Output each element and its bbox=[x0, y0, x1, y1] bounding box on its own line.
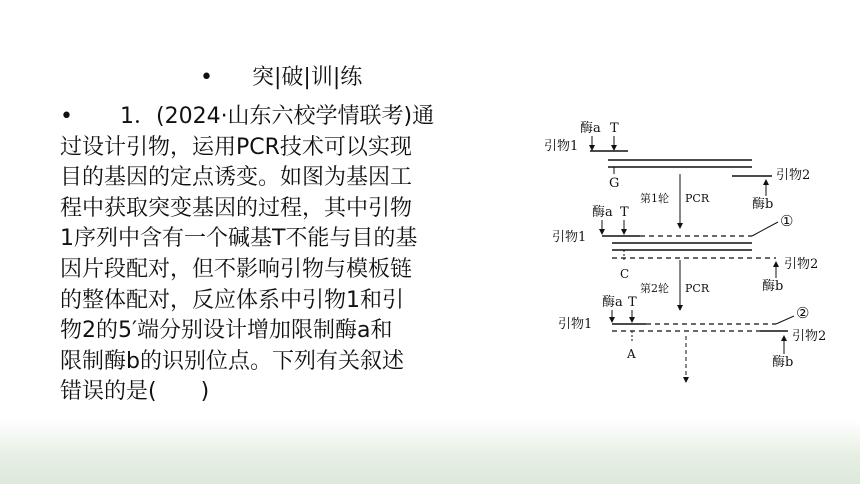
question-line-7: 物2的5′端分别设计增加限制酶a和 bbox=[60, 318, 393, 344]
primer1-label-1: 引物1 bbox=[544, 139, 579, 154]
round1-label: 第1轮 bbox=[640, 192, 669, 205]
base-g-label: G bbox=[609, 176, 620, 191]
circle2-pointer bbox=[776, 316, 794, 324]
enzyme-b-label-2: 酶b bbox=[762, 279, 784, 294]
question-line-9: 错误的是( ) bbox=[60, 379, 210, 405]
base-t-label-2: T bbox=[620, 205, 629, 220]
heading-text: 突|破|训|练 bbox=[252, 65, 363, 90]
primer2-label-3: 引物2 bbox=[792, 329, 827, 344]
base-c-label: C bbox=[620, 267, 630, 281]
base-t-label-1: T bbox=[610, 121, 619, 136]
question-bullet: • bbox=[60, 104, 73, 129]
round1-pcr-label: PCR bbox=[685, 192, 710, 205]
section-heading bbox=[200, 60, 362, 91]
question-line-6: 的整体配对，反应体系中引物1和引 bbox=[60, 287, 404, 313]
base-t-label-3: T bbox=[628, 295, 637, 310]
round2-pcr-label: PCR bbox=[685, 282, 710, 295]
circle2-label: ② bbox=[796, 304, 810, 322]
enzyme-b-label-3: 酶b bbox=[772, 355, 794, 370]
question-line-8: 限制酶b的识别位点。下列有关叙述 bbox=[60, 348, 404, 374]
enzyme-a-label-2: 酶a bbox=[592, 205, 613, 220]
question-line-1: 过设计引物，运用PCR技术可以实现 bbox=[60, 134, 412, 160]
pcr-mutagenesis-diagram bbox=[540, 110, 840, 400]
primer2-label-1: 引物2 bbox=[776, 168, 811, 183]
base-a-label: A bbox=[627, 347, 636, 361]
primer1-label-2: 引物1 bbox=[552, 230, 587, 245]
enzyme-a-label-1: 酶a bbox=[580, 121, 601, 136]
question-line-4: 1序列中含有一个碱基T不能与目的基 bbox=[60, 226, 418, 252]
decorative-bottom-band bbox=[0, 420, 860, 484]
round2-label: 第2轮 bbox=[640, 282, 669, 295]
question-line-5: 因片段配对，但不影响引物与模板链 bbox=[60, 256, 413, 282]
question-line-3: 程中获取突变基因的过程，其中引物 bbox=[60, 195, 413, 221]
question-block bbox=[60, 102, 530, 408]
primer2-label-2: 引物2 bbox=[784, 257, 819, 272]
primer1-label-3: 引物1 bbox=[558, 317, 593, 332]
enzyme-a-label-3: 酶a bbox=[602, 295, 623, 310]
circle1-label: ① bbox=[780, 212, 794, 230]
enzyme-b-label-1: 酶b bbox=[752, 197, 774, 212]
question-number-prefix: 1．(2024·山东六校学情联考)通 bbox=[120, 104, 435, 129]
heading-bullet: • bbox=[200, 65, 213, 90]
question-line-2: 目的基因的定点诱变。如图为基因工 bbox=[60, 165, 413, 191]
circle1-pointer bbox=[752, 222, 778, 236]
